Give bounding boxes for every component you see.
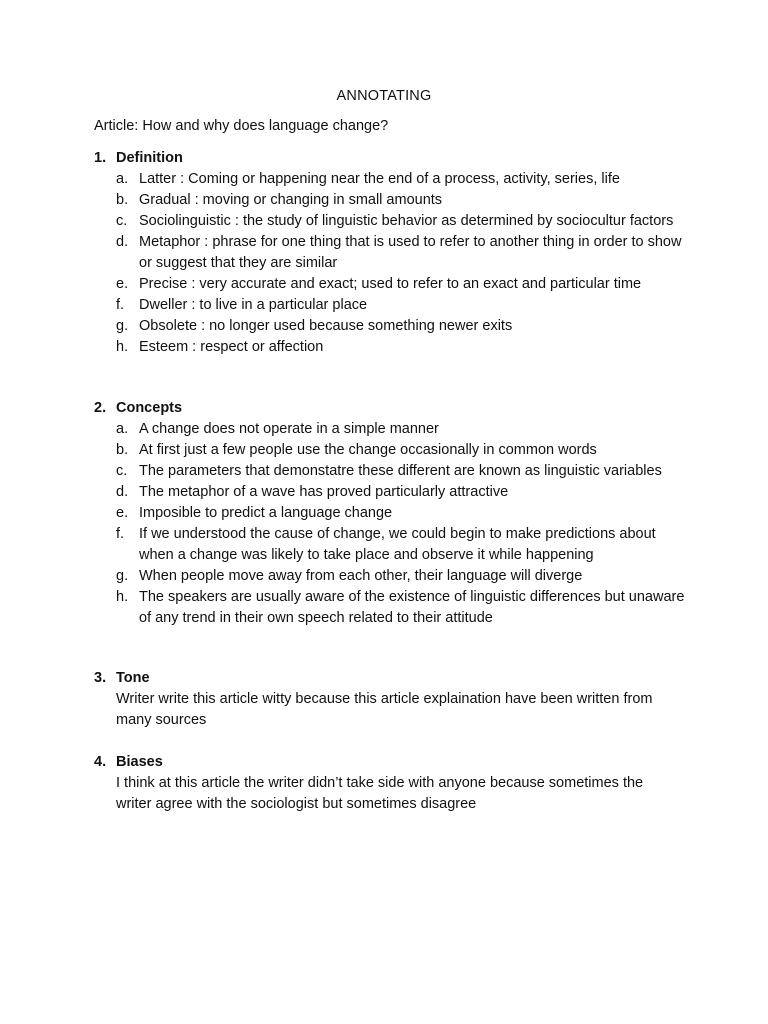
list-item xyxy=(94,419,694,440)
section-biases xyxy=(94,752,694,815)
list-item-text: If we understood the cause of change, we could begin to make predictions about when a change was likely to take place and observe it while happening xyxy=(139,526,656,563)
list-marker: f. xyxy=(116,526,125,542)
list-item-text: Esteem : respect or affection xyxy=(139,339,324,355)
list-item-text: Dweller : to live in a particular place xyxy=(139,297,368,313)
list-item-text: At first just a few people use the change occasionally in common words xyxy=(139,442,597,458)
section-concepts xyxy=(94,398,694,629)
list-item-text: Latter : Coming or happening near the end of a process, activity, series, life xyxy=(139,171,620,187)
section-body: Writer write this article witty because this article explaination have been written from many sources xyxy=(116,691,653,728)
list-item-text: Metaphor : phrase for one thing that is used to refer to another thing in order to show or suggest that they are similar xyxy=(139,234,682,271)
section-number: 3. xyxy=(94,670,107,686)
list-marker: e. xyxy=(116,276,129,292)
list-item xyxy=(94,337,694,358)
section-heading xyxy=(94,752,694,773)
list-marker: a. xyxy=(116,421,129,437)
list-item xyxy=(94,524,694,566)
list-marker: h. xyxy=(116,339,129,355)
list-item xyxy=(94,461,694,482)
list-item xyxy=(94,587,694,629)
article-line: Article: How and why does language change? xyxy=(94,118,389,134)
list-marker: d. xyxy=(116,234,129,250)
list-marker: d. xyxy=(116,484,129,500)
section-body: I think at this article the writer didn’t take side with anyone because sometimes the writer agree with the sociologist but sometimes disagree xyxy=(116,775,644,812)
section-title: Tone xyxy=(116,670,150,686)
list-item-text: Imposible to predict a language change xyxy=(139,505,393,521)
list-marker: e. xyxy=(116,505,129,521)
list-item xyxy=(94,482,694,503)
list-item-text: Gradual : moving or changing in small amounts xyxy=(139,192,443,208)
list-marker: f. xyxy=(116,297,125,313)
list-item xyxy=(94,566,694,587)
section-heading xyxy=(94,668,694,689)
list-item-text: The speakers are usually aware of the existence of linguistic differences but unaware of any trend in their own speech related to their attitude xyxy=(139,589,685,626)
section-heading xyxy=(94,148,694,169)
list-item xyxy=(94,190,694,211)
list-item xyxy=(94,316,694,337)
section-number: 1. xyxy=(94,150,107,166)
list-item xyxy=(94,503,694,524)
section-heading xyxy=(94,398,694,419)
section-number: 2. xyxy=(94,400,107,416)
list-marker: g. xyxy=(116,318,129,334)
list-item xyxy=(94,274,694,295)
list-item xyxy=(94,440,694,461)
list-item xyxy=(94,211,694,232)
section-title: Definition xyxy=(116,150,183,166)
list-item-text: Precise : very accurate and exact; used to refer to an exact and particular time xyxy=(139,276,642,292)
section-title: Biases xyxy=(116,754,163,770)
list-item-text: When people move away from each other, their language will diverge xyxy=(139,568,583,584)
section-tone xyxy=(94,668,694,731)
section-definition xyxy=(94,148,694,358)
list-item-text: The parameters that demonstatre these different are known as linguistic variables xyxy=(139,463,662,479)
list-marker: b. xyxy=(116,192,129,208)
document-title: ANNOTATING xyxy=(336,88,432,104)
definition-list xyxy=(94,169,694,358)
list-marker: h. xyxy=(116,589,129,605)
concepts-list xyxy=(94,419,694,629)
list-item-text: A change does not operate in a simple manner xyxy=(139,421,439,437)
list-item xyxy=(94,295,694,316)
list-item-text: Obsolete : no longer used because something newer exits xyxy=(139,318,513,334)
list-item-text: The metaphor of a wave has proved particularly attractive xyxy=(139,484,509,500)
list-marker: b. xyxy=(116,442,129,458)
list-marker: g. xyxy=(116,568,129,584)
list-item xyxy=(94,232,694,274)
list-marker: a. xyxy=(116,171,129,187)
section-number: 4. xyxy=(94,754,107,770)
list-item xyxy=(94,169,694,190)
list-marker: c. xyxy=(116,463,128,479)
list-marker: c. xyxy=(116,213,128,229)
list-item-text: Sociolinguistic : the study of linguistic behavior as determined by sociocultur factors xyxy=(139,213,674,229)
section-title: Concepts xyxy=(116,400,183,416)
